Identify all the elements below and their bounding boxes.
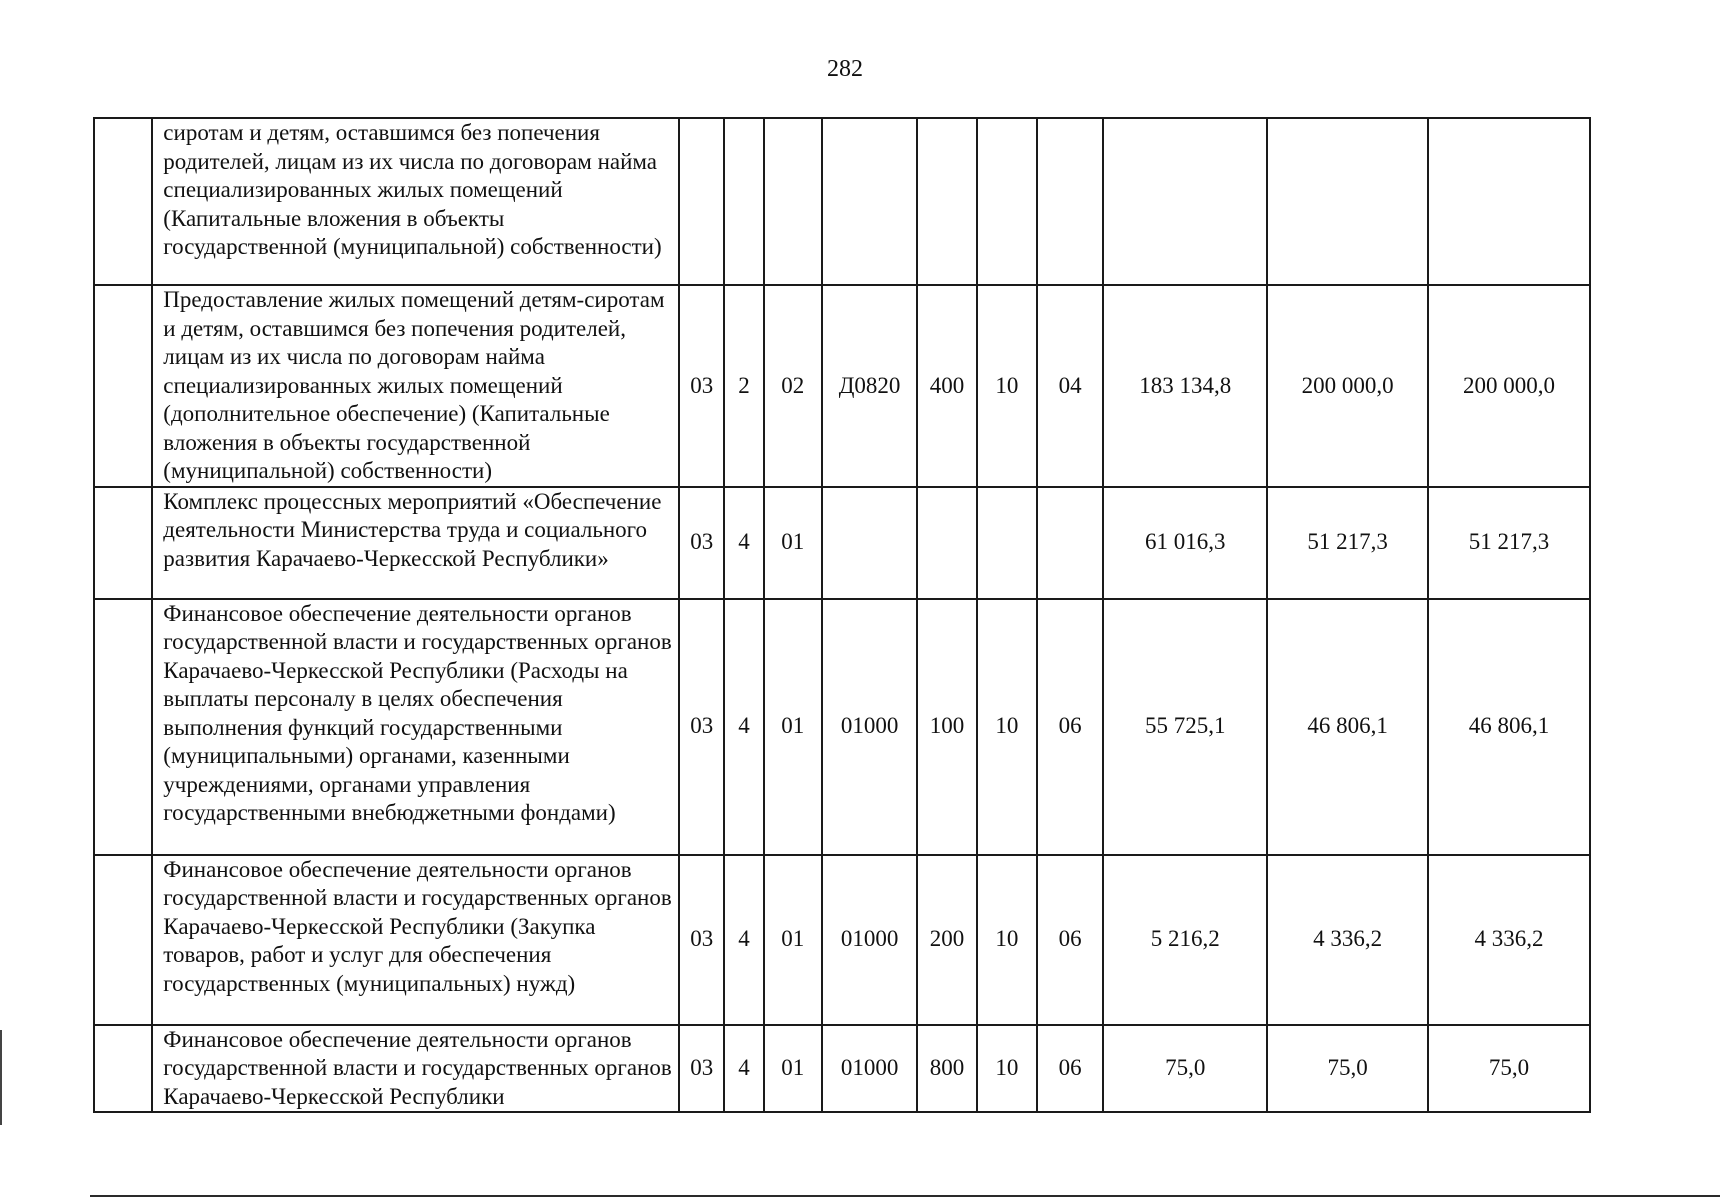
amount-cell: 75,0 xyxy=(1267,1025,1428,1113)
amount-cell xyxy=(1103,118,1267,285)
code-cell: 10 xyxy=(977,855,1037,1025)
code-cell: 2 xyxy=(724,285,763,487)
amount-cell: 51 217,3 xyxy=(1428,487,1590,599)
code-cell xyxy=(977,118,1037,285)
table-row xyxy=(94,118,1590,285)
table-row xyxy=(94,285,1590,487)
code-cell: 03 xyxy=(679,487,724,599)
amount-cell xyxy=(1428,118,1590,285)
code-cell: 01000 xyxy=(822,855,918,1025)
code-cell xyxy=(977,487,1037,599)
code-cell: 4 xyxy=(724,855,763,1025)
row-number-cell xyxy=(94,855,152,1025)
budget-table xyxy=(93,117,1591,1113)
amount-cell xyxy=(1267,118,1428,285)
code-cell: 06 xyxy=(1037,1025,1103,1113)
code-cell xyxy=(1037,487,1103,599)
code-cell: 02 xyxy=(764,285,822,487)
table-row xyxy=(94,1025,1590,1113)
amount-cell: 55 725,1 xyxy=(1103,599,1267,855)
amount-cell: 51 217,3 xyxy=(1267,487,1428,599)
code-cell: 400 xyxy=(917,285,976,487)
description-cell: Предоставление жилых помещений детям-сиротам и детям, оставшимся без попечения родителей, лицам из их числа по договорам найма специализированных жилых помещений (дополнительное обеспечение) (Капитальные вложения в объекты государственной (муниципальной) собственности) xyxy=(152,285,679,487)
row-number-cell xyxy=(94,599,152,855)
code-cell xyxy=(917,487,976,599)
code-cell: 01000 xyxy=(822,1025,918,1113)
code-cell: 4 xyxy=(724,487,763,599)
code-cell: 10 xyxy=(977,599,1037,855)
amount-cell: 46 806,1 xyxy=(1267,599,1428,855)
row-number-cell xyxy=(94,1025,152,1113)
code-cell: 200 xyxy=(917,855,976,1025)
description-cell: Финансовое обеспечение деятельности органов государственной власти и государственных органов Карачаево-Черкесской Республики xyxy=(152,1025,679,1113)
code-cell: 01 xyxy=(764,599,822,855)
row-number-cell xyxy=(94,285,152,487)
code-cell: 01 xyxy=(764,1025,822,1113)
amount-cell: 75,0 xyxy=(1428,1025,1590,1113)
code-cell: 800 xyxy=(917,1025,976,1113)
page-bottom-rule xyxy=(90,1195,1720,1197)
amount-cell: 200 000,0 xyxy=(1428,285,1590,487)
code-cell: 03 xyxy=(679,1025,724,1113)
code-cell: 4 xyxy=(724,599,763,855)
code-cell: 10 xyxy=(977,285,1037,487)
description-cell: сиротам и детям, оставшимся без попечения родителей, лицам из их числа по договорам найма специализированных жилых помещений (Капитальные вложения в объекты государственной (муниципальной) собственности) xyxy=(152,118,679,285)
code-cell: 03 xyxy=(679,285,724,487)
amount-cell: 4 336,2 xyxy=(1267,855,1428,1025)
row-number-cell xyxy=(94,487,152,599)
description-cell: Комплекс процессных мероприятий «Обеспечение деятельности Министерства труда и социального развития Карачаево-Черкесской Республики» xyxy=(152,487,679,599)
code-cell xyxy=(822,118,918,285)
table-row xyxy=(94,487,1590,599)
code-cell xyxy=(822,487,918,599)
code-cell: 06 xyxy=(1037,599,1103,855)
table-row xyxy=(94,599,1590,855)
amount-cell: 46 806,1 xyxy=(1428,599,1590,855)
amount-cell: 183 134,8 xyxy=(1103,285,1267,487)
description-cell: Финансовое обеспечение деятельности органов государственной власти и государственных органов Карачаево-Черкесской Республики (Расходы на выплаты персоналу в целях обеспечения выполнения функций государственными (муниципальными) органами, казенными учреждениями, органами управления государственными внебюджетными фондами) xyxy=(152,599,679,855)
code-cell: 03 xyxy=(679,599,724,855)
row-number-cell xyxy=(94,118,152,285)
code-cell xyxy=(679,118,724,285)
code-cell: Д0820 xyxy=(822,285,918,487)
description-cell: Финансовое обеспечение деятельности органов государственной власти и государственных органов Карачаево-Черкесской Республики (Закупка товаров, работ и услуг для обеспечения государственных (муниципальных) нужд) xyxy=(152,855,679,1025)
code-cell: 04 xyxy=(1037,285,1103,487)
code-cell: 4 xyxy=(724,1025,763,1113)
amount-cell: 75,0 xyxy=(1103,1025,1267,1113)
code-cell xyxy=(724,118,763,285)
page-number: 282 xyxy=(827,56,863,82)
code-cell: 01 xyxy=(764,487,822,599)
amount-cell: 4 336,2 xyxy=(1428,855,1590,1025)
code-cell: 03 xyxy=(679,855,724,1025)
code-cell: 06 xyxy=(1037,855,1103,1025)
amount-cell: 5 216,2 xyxy=(1103,855,1267,1025)
code-cell xyxy=(764,118,822,285)
code-cell xyxy=(917,118,976,285)
code-cell xyxy=(1037,118,1103,285)
code-cell: 01000 xyxy=(822,599,918,855)
code-cell: 100 xyxy=(917,599,976,855)
amount-cell: 200 000,0 xyxy=(1267,285,1428,487)
code-cell: 01 xyxy=(764,855,822,1025)
scan-margin-line xyxy=(0,1030,2,1125)
code-cell: 10 xyxy=(977,1025,1037,1113)
table-row xyxy=(94,855,1590,1025)
amount-cell: 61 016,3 xyxy=(1103,487,1267,599)
